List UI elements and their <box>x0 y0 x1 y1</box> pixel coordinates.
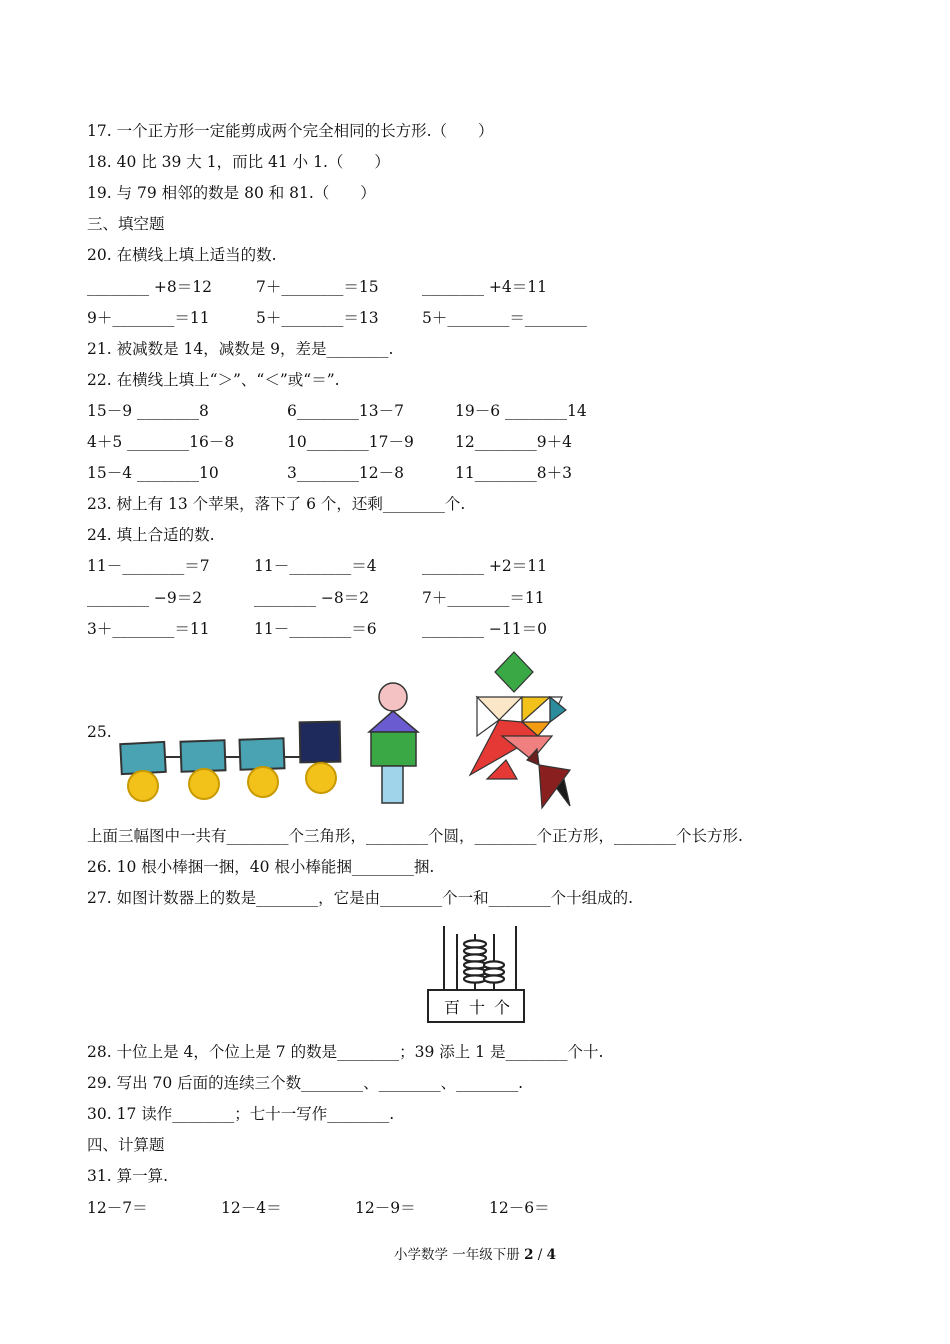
question-20-title: 20. 在横线上填上适当的数. <box>87 246 277 264</box>
q24-cell: 3＋________＝11 <box>87 620 210 638</box>
footer-total-pages: 4 <box>546 1247 557 1263</box>
question-26: 26. 10 根小棒捆一捆，40 根小棒能捆________捆. <box>87 858 435 876</box>
question-18: 18. 40 比 39 大 1，而比 41 小 1.（ ） <box>87 153 390 171</box>
question-29: 29. 写出 70 后面的连续三个数________、________、________. <box>87 1074 524 1092</box>
question-24-title: 24. 填上合适的数. <box>87 526 215 544</box>
q24-cell: ________ −9＝2 <box>87 589 203 607</box>
question-28: 28. 十位上是 4，个位上是 7 的数是________；39 添上 1 是________个十. <box>87 1043 604 1061</box>
question-31-title: 31. 算一算. <box>87 1167 169 1185</box>
question-25-text: 上面三幅图中一共有________个三角形，________个圆，________个正方形，________个长方形. <box>87 827 743 845</box>
q24-cell: ________ −8＝2 <box>254 589 370 607</box>
footer-page-number: 2 <box>524 1247 534 1263</box>
q22-cell: 3________12－8 <box>287 464 404 482</box>
footer-separator: / <box>537 1247 543 1263</box>
q22-cell: 10________17－9 <box>287 433 414 451</box>
q24-cell: ________ −11＝0 <box>422 620 547 638</box>
q22-cell: 6________13－7 <box>287 402 404 420</box>
section-heading-calculation: 四、计算题 <box>87 1136 165 1154</box>
q24-cell: 11－________＝6 <box>254 620 377 638</box>
tangram-person-figure <box>462 650 577 812</box>
q22-cell: 12________9＋4 <box>455 433 572 451</box>
abacus-figure <box>420 922 530 1026</box>
q31-item: 12－4＝ <box>221 1199 282 1217</box>
q24-cell: 11－________＝7 <box>87 557 210 575</box>
abacus-label-hundreds: 百 <box>443 998 461 1017</box>
q24-cell: 11－________＝4 <box>254 557 377 575</box>
question-22-title: 22. 在横线上填上“＞”、“＜”或“＝”. <box>87 371 340 389</box>
question-27: 27. 如图计数器上的数是________，它是由________个一和________个十组成的. <box>87 889 634 907</box>
q24-cell: ________ +2＝11 <box>422 557 547 575</box>
q22-cell: 15－9 ________8 <box>87 402 209 420</box>
question-23: 23. 树上有 13 个苹果，落下了 6 个，还剩________个. <box>87 495 466 513</box>
robot-figure <box>360 680 430 806</box>
q20-cell: 7＋________＝15 <box>256 278 379 296</box>
q31-item: 12－6＝ <box>489 1199 550 1217</box>
q31-item: 12－7＝ <box>87 1199 148 1217</box>
q31-item: 12－9＝ <box>355 1199 416 1217</box>
q22-cell: 4＋5 ________16－8 <box>87 433 235 451</box>
question-21: 21. 被减数是 14，减数是 9，差是________. <box>87 340 394 358</box>
q20-cell: ________ +4＝11 <box>422 278 547 296</box>
section-heading-fill-blank: 三、填空题 <box>87 215 165 233</box>
abacus-label-ones: 个 <box>493 998 511 1017</box>
question-25-number: 25. <box>87 723 112 741</box>
q20-cell: 9＋________＝11 <box>87 309 210 327</box>
q20-cell: 5＋________＝________ <box>422 309 587 327</box>
q22-cell: 19－6 ________14 <box>455 402 587 420</box>
q22-cell: 15－4 ________10 <box>87 464 219 482</box>
abacus-label-tens: 十 <box>468 998 486 1017</box>
question-19: 19. 与 79 相邻的数是 80 和 81.（ ） <box>87 184 376 202</box>
q20-cell: ________ +8＝12 <box>87 278 212 296</box>
footer-subject: 小学数学 一年级下册 <box>393 1247 520 1263</box>
question-17: 17. 一个正方形一定能剪成两个完全相同的长方形.（ ） <box>87 122 494 140</box>
page-footer <box>0 1246 950 1264</box>
question-30: 30. 17 读作________；七十一写作________. <box>87 1105 395 1123</box>
q24-cell: 7＋________＝11 <box>422 589 545 607</box>
q20-cell: 5＋________＝13 <box>256 309 379 327</box>
q22-cell: 11________8＋3 <box>455 464 572 482</box>
train-figure <box>115 715 345 805</box>
